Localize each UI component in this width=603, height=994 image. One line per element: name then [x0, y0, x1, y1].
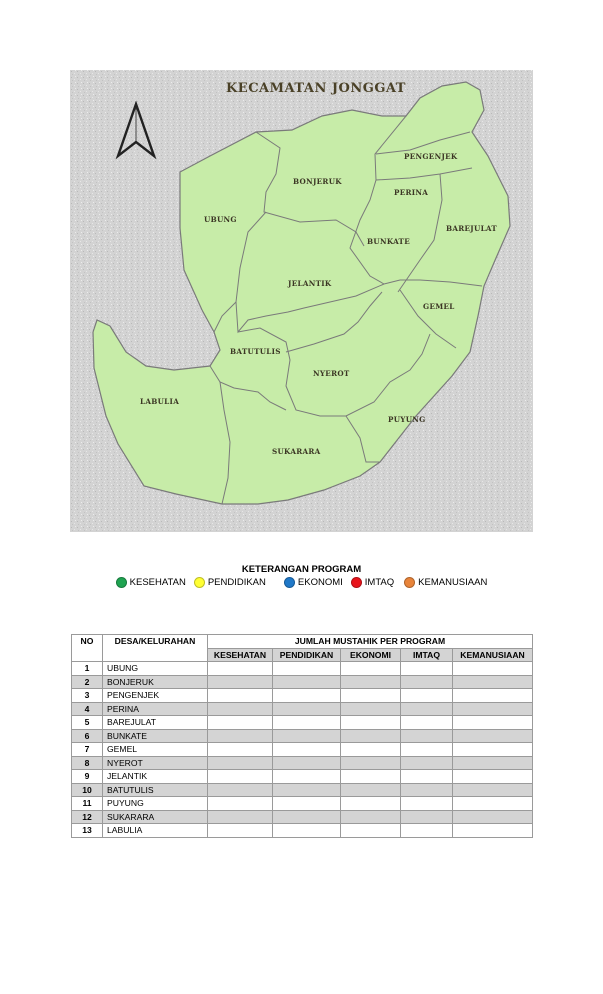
program-count-cell[interactable]	[401, 770, 453, 784]
program-count-cell[interactable]	[208, 689, 273, 703]
table-row	[72, 810, 533, 824]
program-count-cell[interactable]	[273, 797, 341, 811]
map-title: KECAMATAN JONGGAT	[226, 81, 406, 96]
program-count-cell[interactable]	[208, 756, 273, 770]
row-number: 10	[72, 783, 103, 797]
program-count-cell[interactable]	[341, 729, 401, 743]
table-row	[72, 675, 533, 689]
village-label-bonjeruk: BONJERUK	[293, 177, 342, 186]
row-desa: JELANTIK	[103, 770, 208, 784]
district-map	[70, 70, 533, 532]
program-count-cell[interactable]	[208, 770, 273, 784]
red-dot-icon	[351, 577, 362, 588]
table-row	[72, 797, 533, 811]
village-label-sukarara: SUKARARA	[272, 447, 321, 456]
program-count-cell[interactable]	[341, 702, 401, 716]
village-label-gemel: GEMEL	[423, 302, 455, 311]
legend-item-kesehatan	[116, 577, 186, 588]
program-count-cell[interactable]	[341, 770, 401, 784]
program-count-cell[interactable]	[208, 743, 273, 757]
program-count-cell[interactable]	[273, 689, 341, 703]
blue-dot-icon	[284, 577, 295, 588]
program-count-cell[interactable]	[401, 729, 453, 743]
row-number: 5	[72, 716, 103, 730]
program-count-cell[interactable]	[273, 716, 341, 730]
program-count-cell[interactable]	[208, 783, 273, 797]
row-desa: BAREJULAT	[103, 716, 208, 730]
row-number: 3	[72, 689, 103, 703]
program-count-cell[interactable]	[273, 743, 341, 757]
program-count-cell[interactable]	[401, 689, 453, 703]
program-count-cell[interactable]	[273, 810, 341, 824]
mustahik-table	[71, 634, 533, 838]
program-count-cell[interactable]	[453, 770, 533, 784]
column-header-no: NO	[72, 635, 103, 662]
legend-item-kemanusiaan	[404, 577, 487, 588]
program-count-cell[interactable]	[273, 824, 341, 838]
row-number: 4	[72, 702, 103, 716]
green-dot-icon	[116, 577, 127, 588]
program-count-cell[interactable]	[208, 716, 273, 730]
row-desa: PUYUNG	[103, 797, 208, 811]
program-count-cell[interactable]	[341, 675, 401, 689]
program-count-cell[interactable]	[453, 824, 533, 838]
table-row	[72, 729, 533, 743]
program-count-cell[interactable]	[453, 675, 533, 689]
program-count-cell[interactable]	[273, 702, 341, 716]
village-label-pengenjek: PENGENJEK	[404, 152, 458, 161]
orange-dot-icon	[404, 577, 415, 588]
row-desa: UBUNG	[103, 662, 208, 676]
legend-label: KEMANUSIAAN	[418, 577, 488, 588]
village-label-jelantik: JELANTIK	[288, 279, 332, 288]
program-count-cell[interactable]	[208, 797, 273, 811]
row-desa: NYEROT	[103, 756, 208, 770]
program-count-cell[interactable]	[273, 770, 341, 784]
table-row	[72, 743, 533, 757]
row-number: 2	[72, 675, 103, 689]
program-count-cell[interactable]	[341, 689, 401, 703]
program-count-cell[interactable]	[453, 716, 533, 730]
row-number: 7	[72, 743, 103, 757]
program-count-cell[interactable]	[453, 756, 533, 770]
row-number: 12	[72, 810, 103, 824]
program-count-cell[interactable]	[208, 702, 273, 716]
row-desa: BONJERUK	[103, 675, 208, 689]
legend-label: KESEHATAN	[129, 577, 186, 588]
program-count-cell[interactable]	[208, 810, 273, 824]
column-header-imtaq: IMTAQ	[401, 648, 453, 662]
row-number: 6	[72, 729, 103, 743]
column-header-kemanusiaan: KEMANUSIAAN	[453, 648, 533, 662]
program-count-cell[interactable]	[341, 824, 401, 838]
village-label-barejulat: BAREJULAT	[446, 224, 498, 233]
row-desa: BUNKATE	[103, 729, 208, 743]
program-count-cell[interactable]	[401, 810, 453, 824]
program-count-cell[interactable]	[453, 662, 533, 676]
table-row	[72, 716, 533, 730]
village-label-labulia: LABULIA	[140, 397, 180, 406]
program-count-cell[interactable]	[208, 662, 273, 676]
program-count-cell[interactable]	[341, 783, 401, 797]
program-count-cell[interactable]	[273, 662, 341, 676]
row-number: 8	[72, 756, 103, 770]
legend-label: EKONOMI	[297, 577, 343, 588]
legend-label: IMTAQ	[364, 577, 395, 588]
program-count-cell[interactable]	[453, 729, 533, 743]
row-desa: LABULIA	[103, 824, 208, 838]
program-count-cell[interactable]	[341, 756, 401, 770]
table-body	[72, 662, 533, 838]
legend-item-ekonomi	[284, 577, 343, 588]
program-count-cell[interactable]	[453, 702, 533, 716]
table-row	[72, 824, 533, 838]
row-desa: PERINA	[103, 702, 208, 716]
program-legend	[0, 564, 603, 588]
program-count-cell[interactable]	[401, 756, 453, 770]
program-count-cell[interactable]	[453, 743, 533, 757]
program-count-cell[interactable]	[401, 675, 453, 689]
program-count-cell[interactable]	[208, 729, 273, 743]
program-count-cell[interactable]	[341, 662, 401, 676]
yellow-dot-icon	[194, 577, 205, 588]
program-count-cell[interactable]	[208, 675, 273, 689]
village-label-perina: PERINA	[394, 188, 429, 197]
table-row	[72, 756, 533, 770]
row-number: 11	[72, 797, 103, 811]
legend-items	[0, 577, 603, 588]
table-row	[72, 770, 533, 784]
row-desa: GEMEL	[103, 743, 208, 757]
program-count-cell[interactable]	[453, 810, 533, 824]
program-count-cell[interactable]	[401, 743, 453, 757]
village-label-batutulis: BATUTULIS	[230, 347, 281, 356]
program-count-cell[interactable]	[341, 743, 401, 757]
row-number: 9	[72, 770, 103, 784]
program-count-cell[interactable]	[401, 662, 453, 676]
column-header-kesehatan: KESEHATAN	[208, 648, 273, 662]
table-row	[72, 662, 533, 676]
row-number: 1	[72, 662, 103, 676]
village-label-bunkate: BUNKATE	[367, 237, 410, 246]
legend-label: PENDIDIKAN	[207, 577, 266, 588]
column-header-ekonomi: EKONOMI	[341, 648, 401, 662]
table-row	[72, 783, 533, 797]
row-desa: BATUTULIS	[103, 783, 208, 797]
program-count-cell[interactable]	[453, 689, 533, 703]
program-count-cell[interactable]	[401, 797, 453, 811]
program-count-cell[interactable]	[341, 810, 401, 824]
column-header-desa: DESA/KELURAHAN	[103, 635, 208, 662]
program-count-cell[interactable]	[401, 824, 453, 838]
program-count-cell[interactable]	[401, 702, 453, 716]
legend-title: KETERANGAN PROGRAM	[241, 564, 362, 575]
program-count-cell[interactable]	[273, 729, 341, 743]
program-count-cell[interactable]	[401, 716, 453, 730]
legend-item-pendidikan	[194, 577, 266, 588]
table-row	[72, 689, 533, 703]
program-count-cell[interactable]	[453, 783, 533, 797]
column-group-header: JUMLAH MUSTAHIK PER PROGRAM	[208, 635, 533, 649]
table-row	[72, 702, 533, 716]
program-count-cell[interactable]	[341, 797, 401, 811]
program-count-cell[interactable]	[273, 756, 341, 770]
column-header-pendidikan: PENDIDIKAN	[273, 648, 341, 662]
village-label-ubung: UBUNG	[204, 215, 237, 224]
program-count-cell[interactable]	[273, 675, 341, 689]
program-count-cell[interactable]	[453, 797, 533, 811]
legend-item-imtaq	[351, 577, 394, 588]
village-label-nyerot: NYEROT	[313, 369, 350, 378]
row-desa: PENGENJEK	[103, 689, 208, 703]
program-count-cell[interactable]	[401, 783, 453, 797]
row-number: 13	[72, 824, 103, 838]
village-label-puyung: PUYUNG	[388, 415, 426, 424]
program-count-cell[interactable]	[273, 783, 341, 797]
program-count-cell[interactable]	[208, 824, 273, 838]
row-desa: SUKARARA	[103, 810, 208, 824]
program-count-cell[interactable]	[341, 716, 401, 730]
